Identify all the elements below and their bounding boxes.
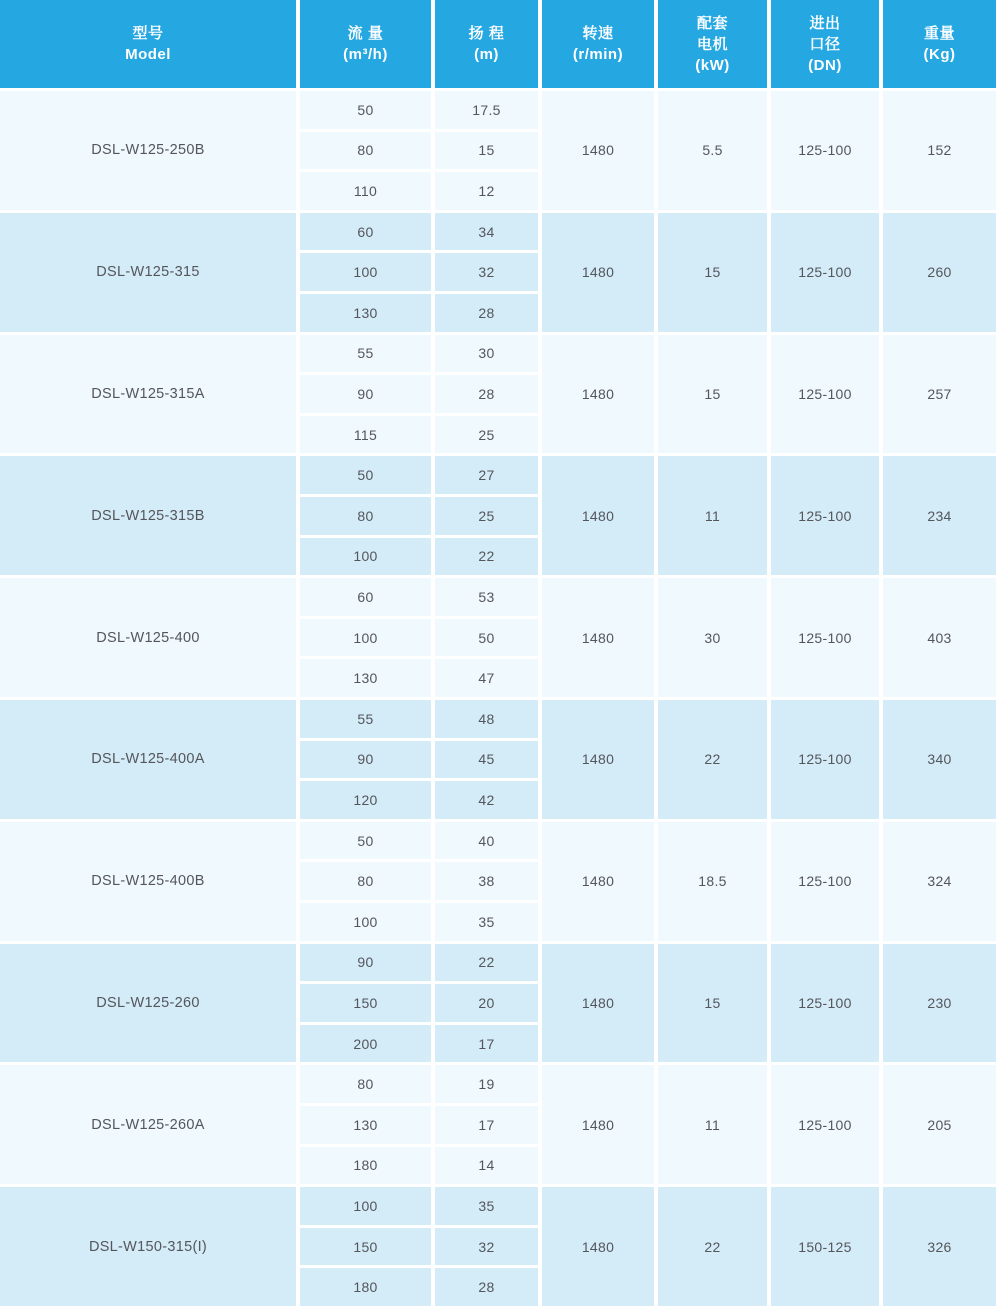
model-cell: DSL-W125-250B [0, 91, 296, 210]
flow-cell: 100 [300, 1187, 431, 1225]
flow-cell: 50 [300, 456, 431, 494]
header-label: 型号 [132, 25, 164, 42]
flow-cell: 90 [300, 741, 431, 779]
flow-cell: 60 [300, 213, 431, 251]
header-cell-model [0, 0, 296, 88]
flow-cell: 110 [300, 172, 431, 210]
head-cell: 45 [435, 741, 538, 779]
flow-cell: 115 [300, 416, 431, 454]
speed-cell: 1480 [542, 578, 654, 697]
weight-cell: 234 [883, 456, 996, 575]
flow-cell: 60 [300, 578, 431, 616]
head-cell: 35 [435, 903, 538, 941]
head-cell: 12 [435, 172, 538, 210]
weight-cell: 230 [883, 944, 996, 1063]
flow-cell: 150 [300, 984, 431, 1022]
flow-cell: 90 [300, 944, 431, 982]
weight-cell: 340 [883, 700, 996, 819]
speed-cell: 1480 [542, 1065, 654, 1184]
model-cell: DSL-W125-315A [0, 335, 296, 454]
header-label: 重量 [923, 25, 955, 42]
head-cell: 22 [435, 538, 538, 576]
header-label: 进出 [809, 14, 841, 32]
model-group-row [0, 822, 996, 941]
flow-cell: 130 [300, 659, 431, 697]
weight-cell: 326 [883, 1187, 996, 1306]
header-label: (m) [474, 46, 499, 63]
header-label: (r/min) [572, 46, 624, 63]
head-cell: 47 [435, 659, 538, 697]
head-cell: 50 [435, 619, 538, 657]
motor-cell: 22 [658, 1187, 767, 1306]
dn-cell: 125-100 [771, 578, 879, 697]
speed-cell: 1480 [542, 456, 654, 575]
model-cell: DSL-W125-315B [0, 456, 296, 575]
flow-cell: 130 [300, 1106, 431, 1144]
head-cell: 17 [435, 1025, 538, 1063]
flow-cell: 100 [300, 619, 431, 657]
flow-cell: 50 [300, 91, 431, 129]
speed-cell: 1480 [542, 944, 654, 1063]
flow-cell: 100 [300, 538, 431, 576]
model-group-row [0, 578, 996, 697]
head-cell: 20 [435, 984, 538, 1022]
head-cell: 19 [435, 1065, 538, 1103]
header-label: 转速 [582, 25, 614, 42]
header-cell-speed [542, 0, 654, 88]
speed-cell: 1480 [542, 700, 654, 819]
header-label: 扬 程 [468, 25, 505, 42]
head-cell: 42 [435, 781, 538, 819]
head-cell: 25 [435, 416, 538, 454]
model-cell: DSL-W125-400A [0, 700, 296, 819]
motor-cell: 15 [658, 944, 767, 1063]
speed-cell: 1480 [542, 213, 654, 332]
header-label: Model [125, 46, 171, 63]
dn-cell: 125-100 [771, 456, 879, 575]
motor-cell: 30 [658, 578, 767, 697]
speed-cell: 1480 [542, 1187, 654, 1306]
flow-cell: 180 [300, 1147, 431, 1185]
dn-cell: 150-125 [771, 1187, 879, 1306]
flow-cell: 80 [300, 497, 431, 535]
speed-cell: 1480 [542, 91, 654, 210]
motor-cell: 18.5 [658, 822, 767, 941]
dn-cell: 125-100 [771, 700, 879, 819]
head-cell: 28 [435, 1268, 538, 1306]
model-group-row [0, 335, 996, 454]
header-label: (DN) [808, 56, 842, 74]
header-cell-head [435, 0, 538, 88]
model-group-row [0, 91, 996, 210]
flow-cell: 200 [300, 1025, 431, 1063]
header-cell-weight [883, 0, 996, 88]
flow-cell: 90 [300, 375, 431, 413]
speed-cell: 1480 [542, 335, 654, 454]
head-cell: 14 [435, 1147, 538, 1185]
head-cell: 25 [435, 497, 538, 535]
weight-cell: 403 [883, 578, 996, 697]
dn-cell: 125-100 [771, 944, 879, 1063]
flow-cell: 100 [300, 253, 431, 291]
head-cell: 17 [435, 1106, 538, 1144]
head-cell: 48 [435, 700, 538, 738]
flow-cell: 80 [300, 132, 431, 170]
motor-cell: 11 [658, 456, 767, 575]
head-cell: 35 [435, 1187, 538, 1225]
motor-cell: 15 [658, 335, 767, 454]
weight-cell: 152 [883, 91, 996, 210]
header-label: 配套 [696, 14, 728, 32]
head-cell: 38 [435, 862, 538, 900]
head-cell: 32 [435, 253, 538, 291]
model-group-row [0, 456, 996, 575]
dn-cell: 125-100 [771, 1065, 879, 1184]
flow-cell: 80 [300, 1065, 431, 1103]
header-label: 电机 [696, 35, 728, 53]
model-cell: DSL-W150-315(I) [0, 1187, 296, 1306]
table-header [0, 0, 996, 88]
model-cell: DSL-W125-400 [0, 578, 296, 697]
flow-cell: 80 [300, 862, 431, 900]
flow-cell: 120 [300, 781, 431, 819]
head-cell: 32 [435, 1228, 538, 1266]
model-cell: DSL-W125-260 [0, 944, 296, 1063]
motor-cell: 22 [658, 700, 767, 819]
head-cell: 27 [435, 456, 538, 494]
model-group-row [0, 700, 996, 819]
flow-cell: 55 [300, 700, 431, 738]
head-cell: 34 [435, 213, 538, 251]
header-cell-dn [771, 0, 879, 88]
flow-cell: 100 [300, 903, 431, 941]
motor-cell: 15 [658, 213, 767, 332]
head-cell: 28 [435, 294, 538, 332]
weight-cell: 257 [883, 335, 996, 454]
weight-cell: 260 [883, 213, 996, 332]
motor-cell: 5.5 [658, 91, 767, 210]
head-cell: 53 [435, 578, 538, 616]
header-cell-flow [300, 0, 431, 88]
flow-cell: 130 [300, 294, 431, 332]
head-cell: 28 [435, 375, 538, 413]
header-label: 口径 [809, 35, 841, 53]
dn-cell: 125-100 [771, 91, 879, 210]
flow-cell: 55 [300, 335, 431, 373]
speed-cell: 1480 [542, 822, 654, 941]
header-label: (kW) [695, 56, 730, 74]
header-label: 流 量 [347, 25, 384, 42]
model-cell: DSL-W125-315 [0, 213, 296, 332]
head-cell: 15 [435, 132, 538, 170]
flow-cell: 180 [300, 1268, 431, 1306]
model-group-row [0, 1187, 996, 1306]
weight-cell: 324 [883, 822, 996, 941]
model-cell: DSL-W125-260A [0, 1065, 296, 1184]
dn-cell: 125-100 [771, 213, 879, 332]
head-cell: 17.5 [435, 91, 538, 129]
dn-cell: 125-100 [771, 822, 879, 941]
motor-cell: 11 [658, 1065, 767, 1184]
model-cell: DSL-W125-400B [0, 822, 296, 941]
header-label: (m³/h) [343, 46, 388, 63]
head-cell: 40 [435, 822, 538, 860]
head-cell: 22 [435, 944, 538, 982]
weight-cell: 205 [883, 1065, 996, 1184]
head-cell: 30 [435, 335, 538, 373]
flow-cell: 150 [300, 1228, 431, 1266]
dn-cell: 125-100 [771, 335, 879, 454]
header-label: (Kg) [923, 46, 956, 63]
model-group-row [0, 213, 996, 332]
flow-cell: 50 [300, 822, 431, 860]
model-group-row [0, 944, 996, 1063]
model-group-row [0, 1065, 996, 1184]
header-cell-motor [658, 0, 767, 88]
